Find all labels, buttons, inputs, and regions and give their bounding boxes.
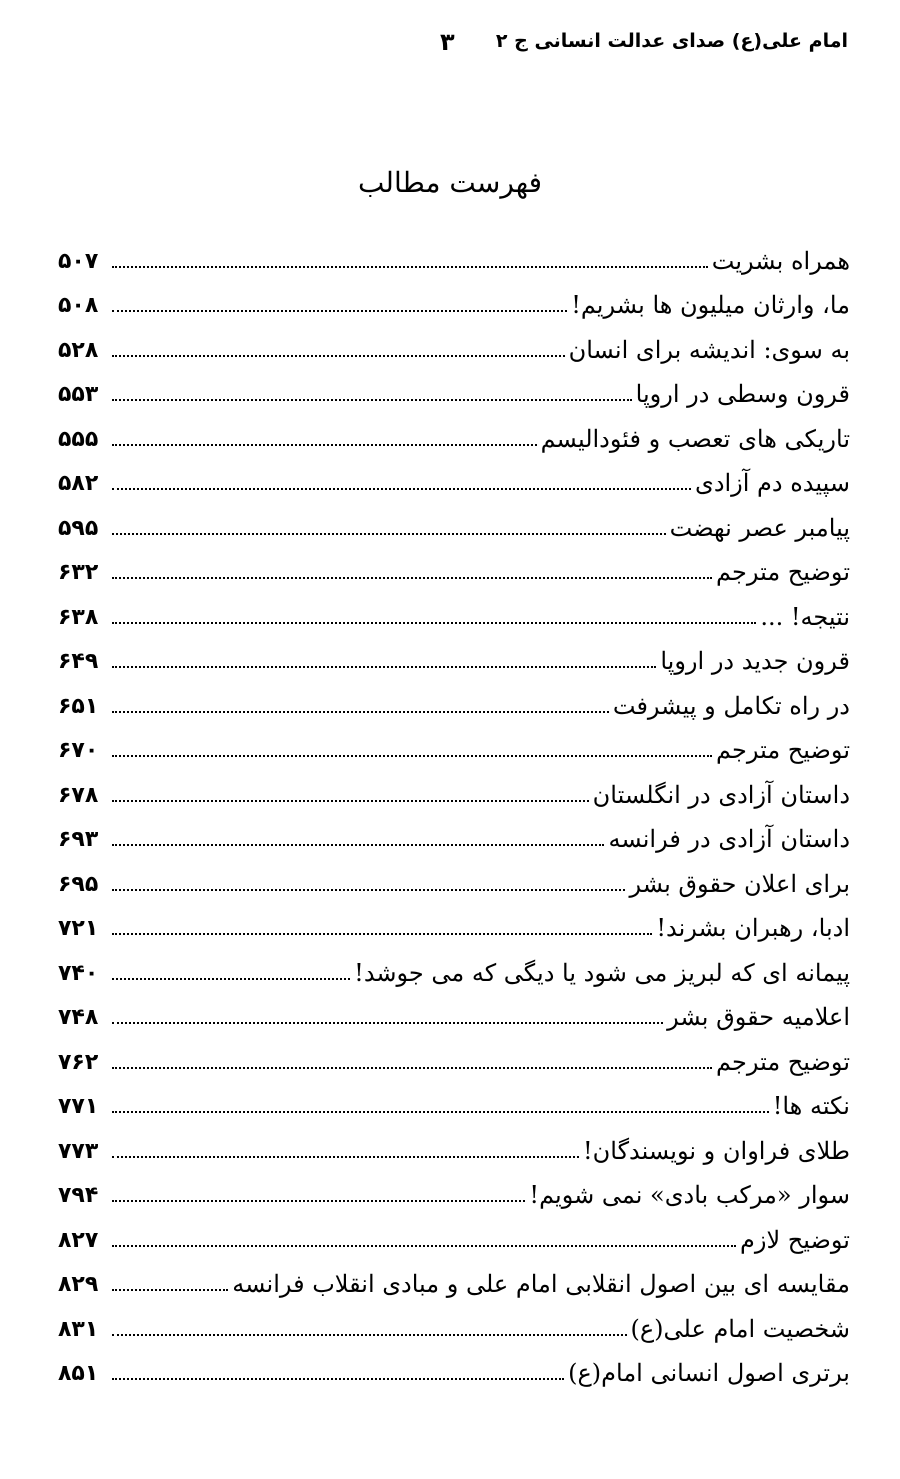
toc-entry-title: برای اعلان حقوق بشر <box>629 869 850 898</box>
toc-entry-title: ادبا، رهبران بشرند! <box>656 914 850 942</box>
dot-leader <box>112 889 625 891</box>
toc-entry <box>58 989 850 1034</box>
toc-entry-page: ۷۴۰ <box>58 960 99 986</box>
running-title: امام علی(ع) صدای عدالت انسانی ج ۲ <box>495 30 848 52</box>
toc-entry <box>58 588 850 633</box>
toc-entry-title: پیامبر عصر نهضت <box>669 513 850 542</box>
toc-entry-title: پیمانه ای که لبریز می شود یا دیگی که می جوشد! <box>354 958 850 987</box>
toc-entry-title: در راه تکامل و پیشرفت <box>612 691 850 720</box>
toc-entry-page: ۸۲۹ <box>58 1272 99 1297</box>
dot-leader <box>112 577 712 579</box>
toc-entry <box>58 455 850 500</box>
toc-entry <box>58 1122 850 1167</box>
toc-entry-page: ۸۳۱ <box>58 1316 99 1342</box>
dot-leader <box>112 1200 525 1202</box>
toc-entry-title: توضیح لازم <box>740 1225 850 1254</box>
toc-entry-page: ۵۲۸ <box>58 337 99 363</box>
toc-entry-page: ۶۳۲ <box>58 560 99 585</box>
toc-entry-title: ما، وارثان میلیون ها بشریم! <box>571 291 850 319</box>
dot-leader <box>112 844 604 846</box>
toc-entry-title: تاریکی های تعصب و فئودالیسم <box>540 424 850 453</box>
toc-entry <box>58 1078 850 1123</box>
dot-leader <box>112 711 609 713</box>
toc-entry-title: به سوی: اندیشه برای انسان <box>568 335 850 364</box>
toc-entry-title: توضیح مترجم <box>716 736 850 764</box>
toc-entry-page: ۵۰۷ <box>58 248 99 274</box>
dot-leader <box>112 622 756 624</box>
dot-leader <box>112 444 537 446</box>
toc-entry <box>58 811 850 856</box>
toc-entry-page: ۷۹۴ <box>58 1183 99 1208</box>
dot-leader <box>112 1334 627 1336</box>
toc-entry-page: ۷۶۲ <box>58 1049 99 1075</box>
toc-entry <box>58 900 850 945</box>
toc-entry-title: داستان آزادی در فرانسه <box>608 825 850 853</box>
toc-entry <box>58 1167 850 1212</box>
dot-leader <box>112 355 565 357</box>
toc-entry-page: ۵۵۵ <box>58 426 99 452</box>
dot-leader <box>112 266 708 268</box>
toc-entry-title: سوار «مرکب بادی» نمی شویم! <box>529 1181 850 1209</box>
dot-leader <box>112 933 652 935</box>
toc-entry-title: توضیح مترجم <box>716 1047 850 1076</box>
toc-heading: فهرست مطالب <box>357 166 543 199</box>
toc-entry <box>58 1033 850 1078</box>
toc-entry-title: نکته ها! <box>772 1092 850 1120</box>
toc-entry-page: ۵۵۳ <box>58 382 99 407</box>
toc-entry <box>58 277 850 322</box>
toc-entry-page: ۷۷۱ <box>58 1094 99 1119</box>
toc-entry <box>58 1256 850 1301</box>
toc-entry-page: ۵۰۸ <box>58 293 99 318</box>
dot-leader <box>112 1289 228 1291</box>
dot-leader <box>112 488 691 490</box>
toc-entry-page: ۵۸۲ <box>58 471 99 496</box>
toc-entry-title: همراه بشریت <box>711 246 850 275</box>
toc-entry-page: ۶۹۳ <box>58 827 99 852</box>
toc-entry <box>58 766 850 811</box>
dot-leader <box>112 1022 663 1024</box>
page-number: ۳ <box>440 28 455 56</box>
toc-entry-title: اعلامیه حقوق بشر <box>667 1003 850 1031</box>
dot-leader <box>112 800 589 802</box>
toc-entry <box>58 232 850 277</box>
toc-entry-title: توضیح مترجم <box>716 558 850 586</box>
toc-entry <box>58 633 850 678</box>
toc-entry-title: داستان آزادی در انگلستان <box>592 780 850 809</box>
dot-leader <box>112 755 712 757</box>
toc-entry-page: ۷۴۸ <box>58 1005 99 1030</box>
toc-entry <box>58 722 850 767</box>
toc-entry-title: طلای فراوان و نویسندگان! <box>583 1136 850 1165</box>
dot-leader <box>112 399 632 401</box>
dot-leader <box>112 1111 769 1113</box>
toc-entry-title: مقایسه ای بین اصول انقلابی امام علی و مبادی انقلاب فرانسه <box>232 1270 850 1298</box>
toc-entry <box>58 1211 850 1256</box>
dot-leader <box>112 666 656 668</box>
dot-leader <box>112 1156 579 1158</box>
toc-entry-title: قرون وسطی در اروپا <box>635 380 850 408</box>
toc-entry-page: ۸۲۷ <box>58 1227 99 1253</box>
toc-entry <box>58 321 850 366</box>
toc-entry-page: ۶۳۸ <box>58 604 99 630</box>
dot-leader <box>112 1378 564 1380</box>
dot-leader <box>112 310 567 312</box>
toc-entry-page: ۶۵۱ <box>58 693 99 719</box>
toc-entry <box>58 366 850 411</box>
dot-leader <box>112 978 350 980</box>
toc-entry <box>58 1300 850 1345</box>
toc-entry-title: شخصیت امام علی(ع) <box>630 1314 850 1343</box>
toc-entry-page: ۸۵۱ <box>58 1361 99 1386</box>
toc-entry <box>58 544 850 589</box>
dot-leader <box>112 1245 736 1247</box>
toc-entry <box>58 410 850 455</box>
toc-entry-page: ۵۹۵ <box>58 515 99 541</box>
toc-entry <box>58 855 850 900</box>
page-header <box>60 30 848 70</box>
toc-entry <box>58 944 850 989</box>
toc-entry-page: ۷۲۱ <box>58 916 99 941</box>
toc-entry <box>58 499 850 544</box>
toc-entry-title: نتیجه! ... <box>760 602 850 631</box>
toc-entry-page: ۷۷۳ <box>58 1138 99 1164</box>
dot-leader <box>112 533 666 535</box>
toc-entry-page: ۶۷۰ <box>58 738 99 763</box>
toc-entry-page: ۶۹۵ <box>58 871 99 897</box>
toc-entry-title: سپیده دم آزادی <box>695 469 850 497</box>
dot-leader <box>112 1067 712 1069</box>
toc-entry-page: ۶۷۸ <box>58 782 99 808</box>
table-of-contents <box>58 232 850 1389</box>
toc-entry-title: برتری اصول انسانی امام(ع) <box>568 1359 850 1387</box>
toc-entry-title: قرون جدید در اروپا <box>660 647 850 675</box>
toc-entry-page: ۶۴۹ <box>58 649 99 674</box>
toc-entry <box>58 677 850 722</box>
toc-entry <box>58 1345 850 1390</box>
